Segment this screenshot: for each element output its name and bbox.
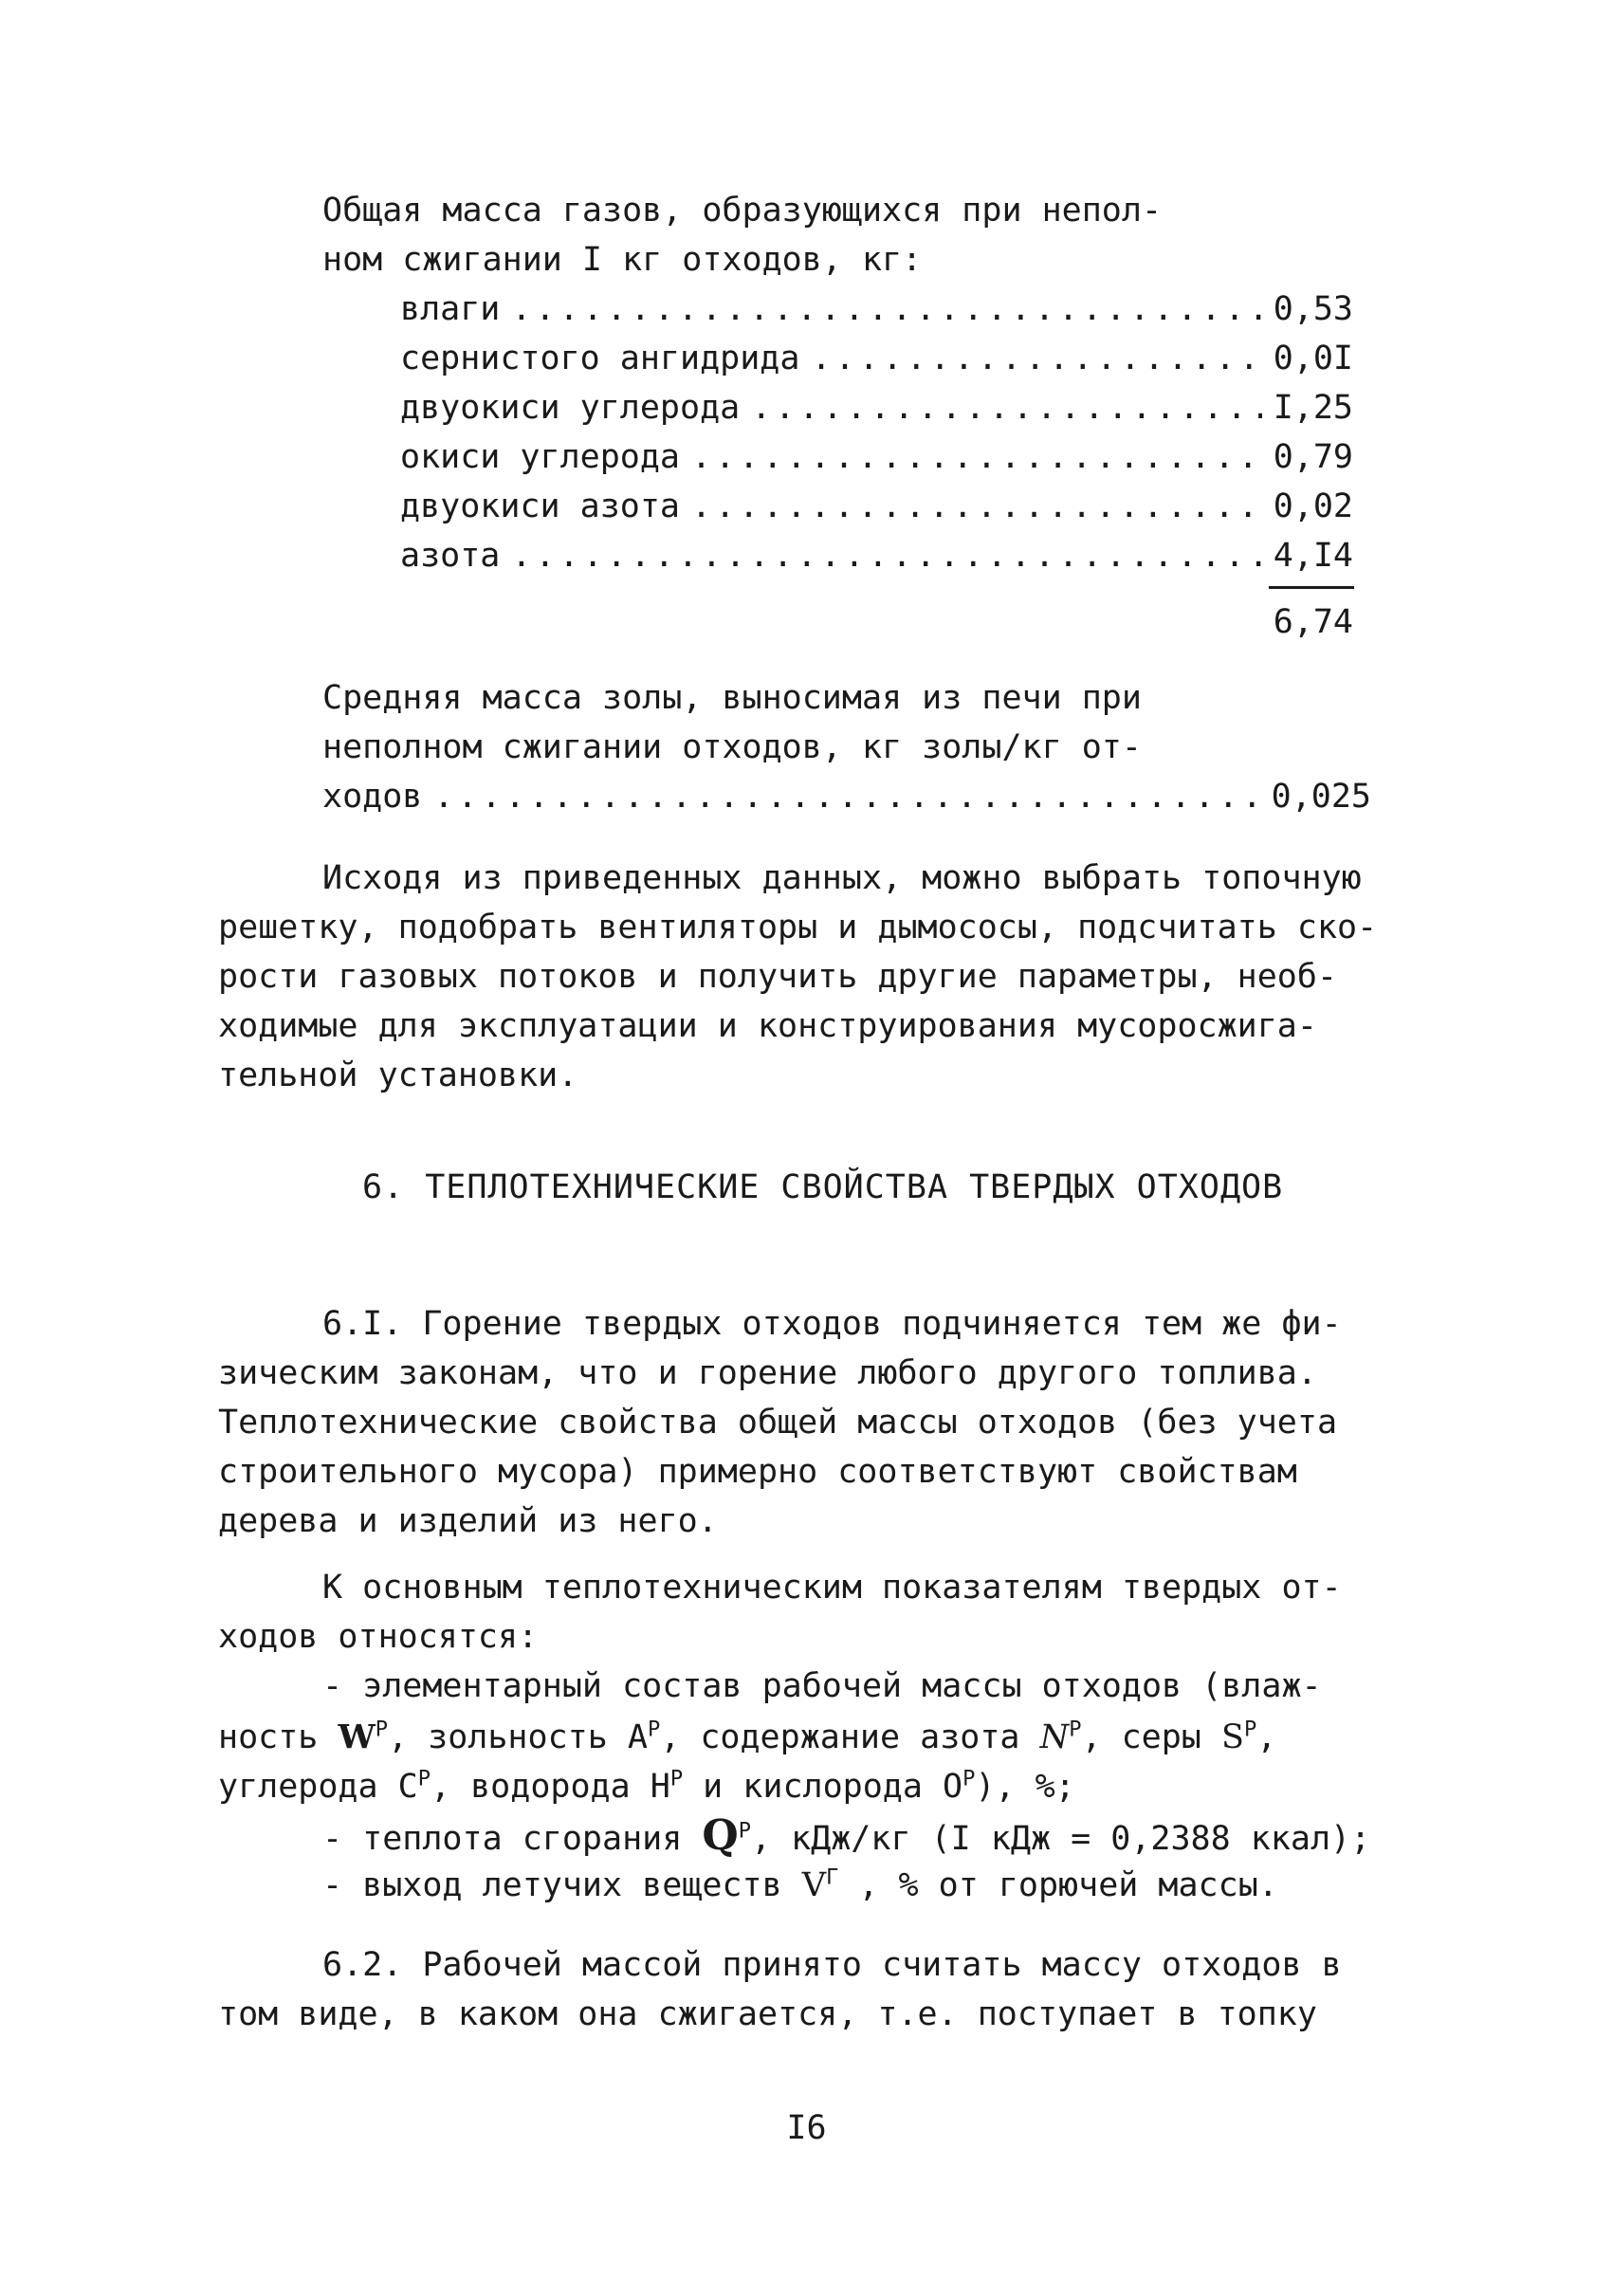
ash-label: ходов	[322, 778, 423, 816]
para1-line: Исходя из приведенных данных, можно выбрать топочную	[322, 859, 1362, 897]
page-number: I6	[786, 2109, 827, 2147]
gas-label: сернистого ангидрида	[400, 340, 800, 377]
gas-row	[400, 334, 1353, 383]
para1-line: рости газовых потоков и получить другие параметры, необ-	[218, 958, 1338, 996]
gas-value: 0,53	[1273, 290, 1353, 328]
para1-line: ходимые для эксплуатации и конструирования мусоросжига-	[218, 1007, 1317, 1045]
para2-line: дерева и изделий из него.	[218, 1502, 718, 1540]
intro-line-1: Общая масса газов, образующихся при непол-	[322, 192, 1163, 230]
gas-label: окиси углерода	[400, 438, 681, 476]
para3-line: ходов относятся:	[218, 1618, 539, 1656]
leader-dots	[511, 285, 1261, 334]
list-item-1-line-2: ность $W^P$, зольность $A^P$, содержание азота $N^P$, серы $S^P$,	[218, 1717, 1277, 1756]
sum-rule	[1269, 586, 1354, 589]
gas-label: азота	[400, 537, 501, 575]
gas-value: I,25	[1273, 389, 1353, 427]
para2-line: строительного мусора) примерно соответствуют свойствам	[218, 1453, 1297, 1491]
ash-line-2: неполном сжигании отходов, кг золы/кг от-	[322, 728, 1142, 766]
para4-line: том виде, в каком она сжигается, т.е. поступает в топку	[218, 1995, 1317, 2033]
list-item-1-line-3: углерода $C^P$, водорода $H^P$ и кислорода $O^P$), %;	[218, 1767, 1075, 1806]
para2-line: зическим законам, что и горение любого другого топлива.	[218, 1354, 1317, 1392]
gas-row	[400, 531, 1353, 580]
gas-value: 0,0I	[1273, 340, 1353, 377]
list-item-2: - теплота сгорания $Q^P$, кДж/кг (I кДж = 0,2388 ккал);	[322, 1811, 1371, 1860]
gas-row	[400, 383, 1353, 432]
leader-dots	[691, 432, 1262, 482]
leader-dots	[751, 383, 1261, 432]
para4-line: 6.2. Рабочей массой принято считать массу отходов в	[322, 1946, 1342, 1984]
gas-row	[400, 482, 1353, 531]
leader-dots	[433, 772, 1259, 821]
para1-line: тельной установки.	[218, 1056, 578, 1094]
para2-line: Теплотехнические свойства общей массы отходов (без учета	[218, 1404, 1338, 1442]
gas-label: влаги	[400, 290, 501, 328]
gas-value: 0,02	[1273, 487, 1353, 525]
list-item-1-line-1: - элементарный состав рабочей массы отходов (влаж-	[322, 1667, 1322, 1705]
ash-line-1: Средняя масса золы, выносимая из печи при	[322, 679, 1142, 717]
gas-value: 4,I4	[1273, 537, 1353, 575]
leader-dots	[511, 531, 1261, 580]
gas-label: двуокиси азота	[400, 487, 681, 525]
section-heading: 6. ТЕПЛОТЕХНИЧЕСКИЕ СВОЙСТВА ТВЕРДЫХ ОТХОДОВ	[362, 1168, 1284, 1206]
intro-line-2: ном сжигании I кг отходов, кг:	[322, 241, 923, 279]
gas-label: двуокиси углерода	[400, 389, 741, 427]
leader-dots	[691, 482, 1262, 531]
gases-total: 6,74	[1273, 603, 1353, 641]
leader-dots	[811, 334, 1261, 383]
ash-row	[322, 772, 1371, 821]
gas-row	[400, 432, 1353, 482]
gas-value: 0,79	[1273, 438, 1353, 476]
gas-row	[400, 285, 1353, 334]
para2-line: 6.I. Горение твердых отходов подчиняется тем же фи-	[322, 1305, 1342, 1343]
list-item-3: - выход летучих веществ $V^Г$ , % от горючей массы.	[322, 1865, 1278, 1904]
para1-line: решетку, подобрать вентиляторы и дымососы, подсчитать ско-	[218, 909, 1378, 946]
ash-value: 0,025	[1271, 778, 1371, 816]
para3-line: К основным теплотехническим показателям твердых от-	[322, 1569, 1342, 1607]
